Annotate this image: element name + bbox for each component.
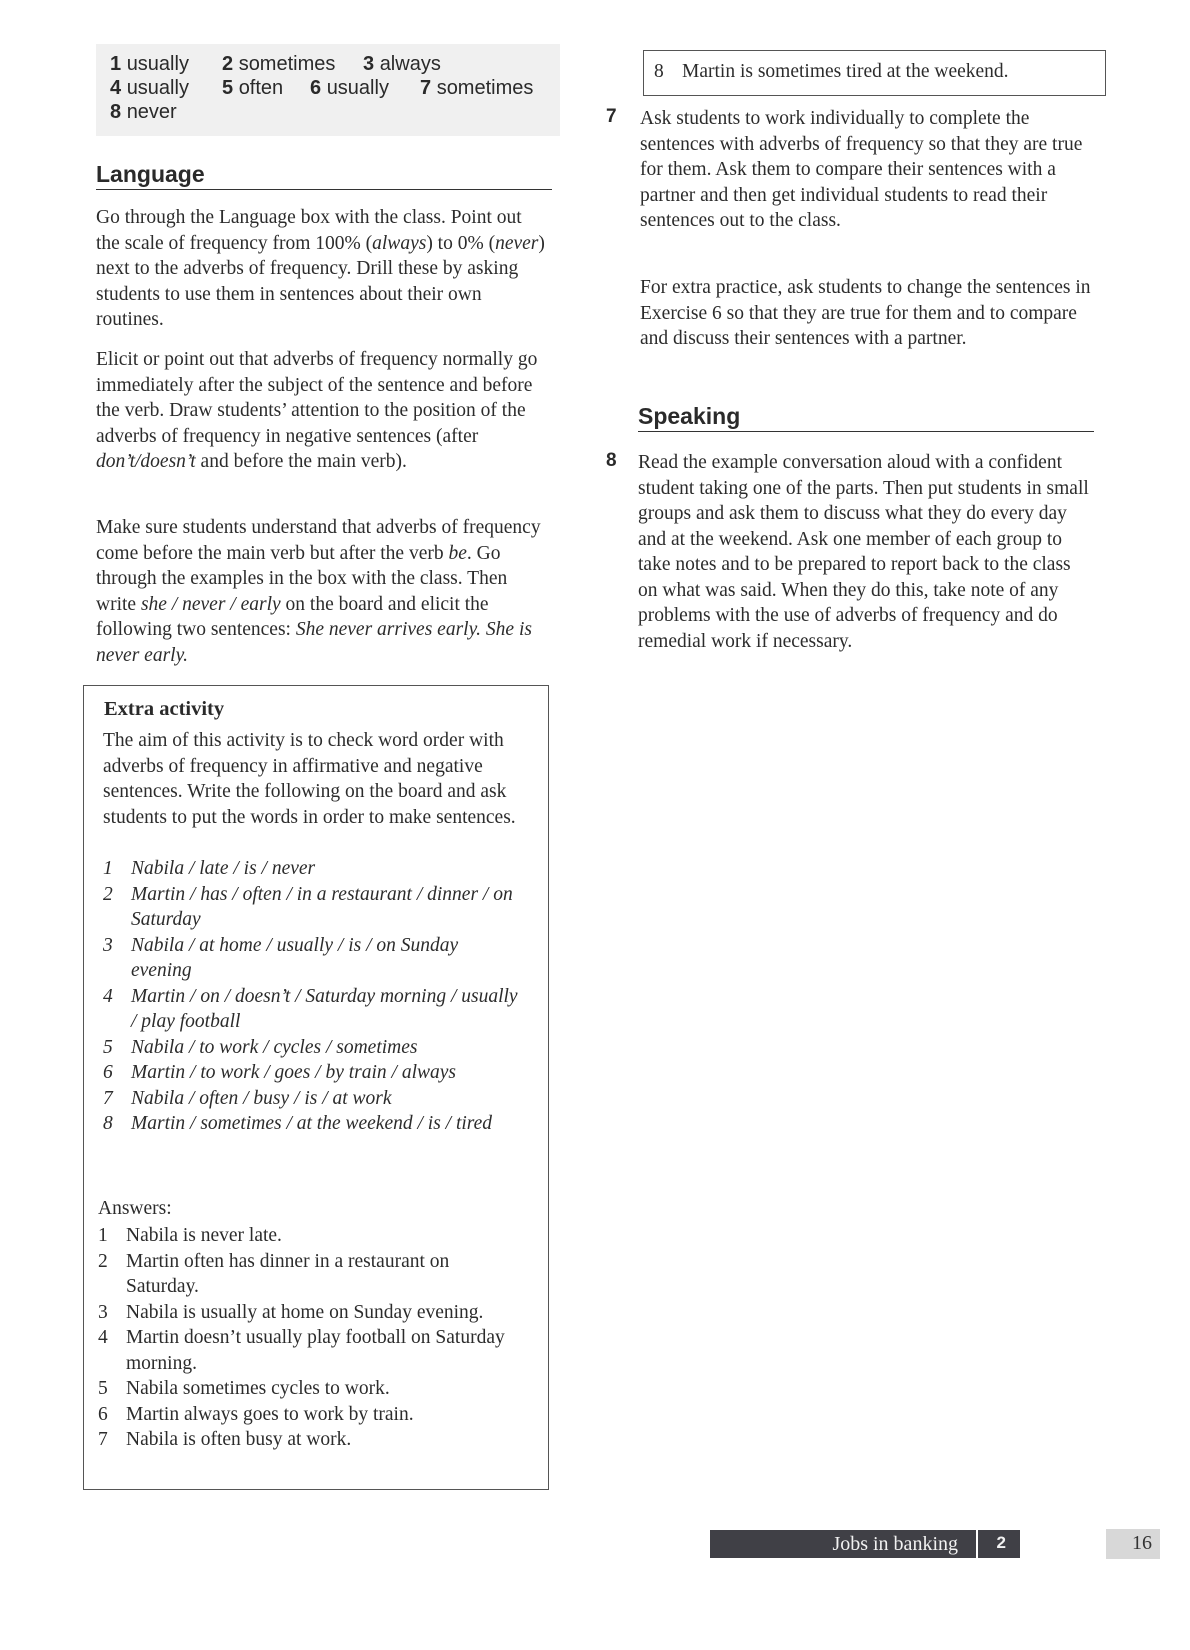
answer-item	[98, 1427, 523, 1453]
prompt-text: Nabila / often / busy / is / at work	[131, 1087, 392, 1109]
footer-unit-number: 2	[996, 1533, 1006, 1552]
answer-key-number: 4	[110, 77, 122, 99]
extra-activity-answers-continued	[654, 59, 1094, 85]
answer-key-number: 5	[222, 77, 234, 99]
prompt-item	[103, 1111, 523, 1137]
prompt-item	[103, 984, 523, 1035]
footer-unit-bar	[710, 1530, 1020, 1558]
answer-key-word: usually	[126, 77, 189, 99]
prompt-number: 5	[103, 1036, 113, 1058]
answer-number: 7	[98, 1429, 108, 1450]
answer-text: Nabila is never late.	[126, 1225, 282, 1246]
answer-item	[654, 59, 1094, 85]
prompt-number: 3	[103, 934, 113, 956]
text-run: and before the main verb).	[195, 451, 407, 472]
answer-text: Martin doesn’t usually play football on Saturday morning.	[126, 1327, 505, 1374]
page-number-box	[1106, 1529, 1160, 1559]
answer-key-word: usually	[326, 77, 389, 99]
prompt-item	[103, 1035, 523, 1061]
italic-text-run: don’t/doesn’t	[96, 451, 196, 472]
extra-activity-continuation-box	[643, 50, 1106, 96]
prompt-number: 4	[103, 985, 113, 1007]
answer-key-number: 6	[310, 77, 322, 99]
prompt-text: Martin / on / doesn’t / Saturday morning / usually / play football	[131, 985, 518, 1032]
footer-divider	[976, 1530, 978, 1558]
answer-key-number: 1	[110, 53, 122, 75]
prompt-text: Nabila / at home / usually / is / on Sunday evening	[131, 934, 459, 981]
extra-activity-intro: The aim of this activity is to check word order with adverbs of frequency in affirmative and negative sentences. Write the following on the board and ask students to put the words in order to make sentences.	[103, 730, 516, 828]
prompt-number: 6	[103, 1062, 113, 1083]
answer-key-line-3	[110, 100, 550, 124]
extra-activity-answers	[98, 1223, 523, 1453]
answer-key-number: 7	[420, 77, 432, 99]
exercise-number-8: 8	[606, 450, 617, 471]
text-run: ) next to the adverbs of frequency. Drill these by asking students to use them in sentences about their own routines.	[96, 232, 545, 330]
answer-item	[98, 1325, 523, 1376]
answer-key-line-1	[110, 52, 550, 76]
prompt-item	[103, 933, 523, 984]
answer-text: Martin is sometimes tired at the weekend.	[682, 61, 1009, 82]
language-paragraph-3	[96, 515, 546, 668]
prompt-text: Martin / sometimes / at the weekend / is / tired	[131, 1113, 493, 1134]
answer-key-item	[110, 100, 177, 124]
answer-key-word: always	[379, 53, 441, 75]
prompt-item	[103, 882, 523, 933]
prompt-number: 1	[103, 858, 113, 879]
italic-text-run: never	[495, 232, 539, 254]
exercise-7-paragraph-1: Ask students to work individually to complete the sentences with adverbs of frequency so that they are true for them. Ask them to compare their sentences with a partner and then get individual students to read their sentences out to the class.	[640, 108, 1083, 231]
prompt-text: Martin / has / often / in a restaurant / dinner / on Saturday	[131, 883, 513, 930]
answer-key-number: 8	[110, 101, 122, 123]
exercise-number-7: 7	[606, 106, 617, 127]
answer-key-item	[110, 76, 189, 100]
extra-activity-box	[83, 685, 549, 1490]
prompt-text: Nabila / late / is / never	[131, 858, 316, 879]
italic-text-run: she / never / early	[140, 593, 281, 615]
answer-key-item	[310, 76, 389, 100]
prompt-number: 8	[103, 1113, 113, 1134]
answer-number: 5	[98, 1378, 108, 1399]
text-run: ) to 0% (	[426, 232, 496, 254]
answer-number: 4	[98, 1327, 108, 1348]
answer-key-word: sometimes	[436, 77, 534, 99]
prompt-item	[103, 1060, 523, 1086]
prompt-item	[103, 1086, 523, 1112]
answer-item	[98, 1300, 523, 1326]
extra-activity-prompts	[103, 856, 523, 1137]
prompt-number: 7	[103, 1087, 113, 1109]
answer-key-item	[110, 52, 189, 76]
text-run: Elicit or point out that adverbs of frequency normally go immediately after the subject of the sentence and before the verb. Draw students’ attention to the position of the adverbs of frequency in negative sentences (after	[96, 349, 538, 447]
answer-text: Nabila sometimes cycles to work.	[126, 1378, 390, 1399]
speaking-heading: Speaking	[638, 402, 1094, 432]
language-paragraph-1	[96, 205, 546, 333]
italic-text-run: always	[372, 232, 427, 254]
language-paragraph-2	[96, 347, 546, 475]
prompt-number: 2	[103, 883, 113, 905]
answer-item	[98, 1402, 523, 1428]
footer-unit-title: Jobs in banking	[832, 1533, 958, 1555]
answer-key-word: often	[238, 77, 284, 99]
prompt-text: Martin / to work / goes / by train / always	[131, 1062, 456, 1083]
answer-number: 3	[98, 1301, 108, 1323]
speaking-paragraph: Read the example conversation aloud with a confident student taking one of the parts. Then put students in small groups and ask them to discuss what they do every day and at the weekend. Ask one member of each group to take notes and to be prepared to report back to the class on what was said. When they do this, take note of any problems with the use of adverbs of frequency and do remedial work if necessary.	[638, 452, 1089, 652]
answer-item	[98, 1249, 523, 1300]
answer-text: Martin always goes to work by train.	[126, 1403, 414, 1425]
answer-item	[98, 1376, 523, 1402]
text-run: Make sure students understand that adverbs of frequency come before the main verb but after the verb	[96, 517, 541, 564]
answer-item	[98, 1223, 523, 1249]
prompt-text: Nabila / to work / cycles / sometimes	[131, 1036, 418, 1058]
answer-key-number: 2	[222, 53, 234, 75]
answer-number: 8	[654, 61, 664, 82]
text-run: . Go through the examples in the box with the class. Then write	[96, 542, 508, 615]
answer-text: Martin often has dinner in a restaurant on Saturday.	[126, 1250, 450, 1297]
answer-key-item	[420, 76, 533, 100]
page-number: 16	[1132, 1532, 1152, 1554]
answer-key-item	[222, 76, 283, 100]
answer-key-item	[363, 52, 441, 76]
answer-number: 1	[98, 1225, 108, 1246]
answer-key-word: usually	[126, 53, 189, 75]
answers-label: Answers:	[98, 1198, 172, 1219]
text-run: Go through the Language box with the class. Point out the scale of frequency from 100% (	[96, 207, 522, 254]
answer-key-number: 3	[363, 53, 375, 75]
answer-text: Nabila is usually at home on Sunday evening.	[126, 1301, 484, 1323]
prompt-item	[103, 856, 523, 882]
italic-text-run: She never arrives early. She is never early.	[96, 619, 532, 666]
answer-text: Nabila is often busy at work.	[126, 1429, 352, 1450]
answer-number: 2	[98, 1250, 108, 1272]
answer-key-word: sometimes	[238, 53, 336, 75]
answer-key-line-2	[110, 76, 550, 100]
italic-text-run: be	[448, 542, 467, 564]
answer-number: 6	[98, 1403, 108, 1425]
language-heading: Language	[96, 160, 552, 190]
answer-key-box	[96, 44, 560, 136]
exercise-7-paragraph-2: For extra practice, ask students to change the sentences in Exercise 6 so that they are true for them and to compare and discuss their sentences with a partner.	[640, 277, 1091, 349]
answer-key-item	[222, 52, 335, 76]
extra-activity-title: Extra activity	[104, 698, 225, 720]
text-run: on the board and elicit the following two sentences:	[96, 593, 489, 640]
answer-key-word: never	[126, 101, 177, 123]
